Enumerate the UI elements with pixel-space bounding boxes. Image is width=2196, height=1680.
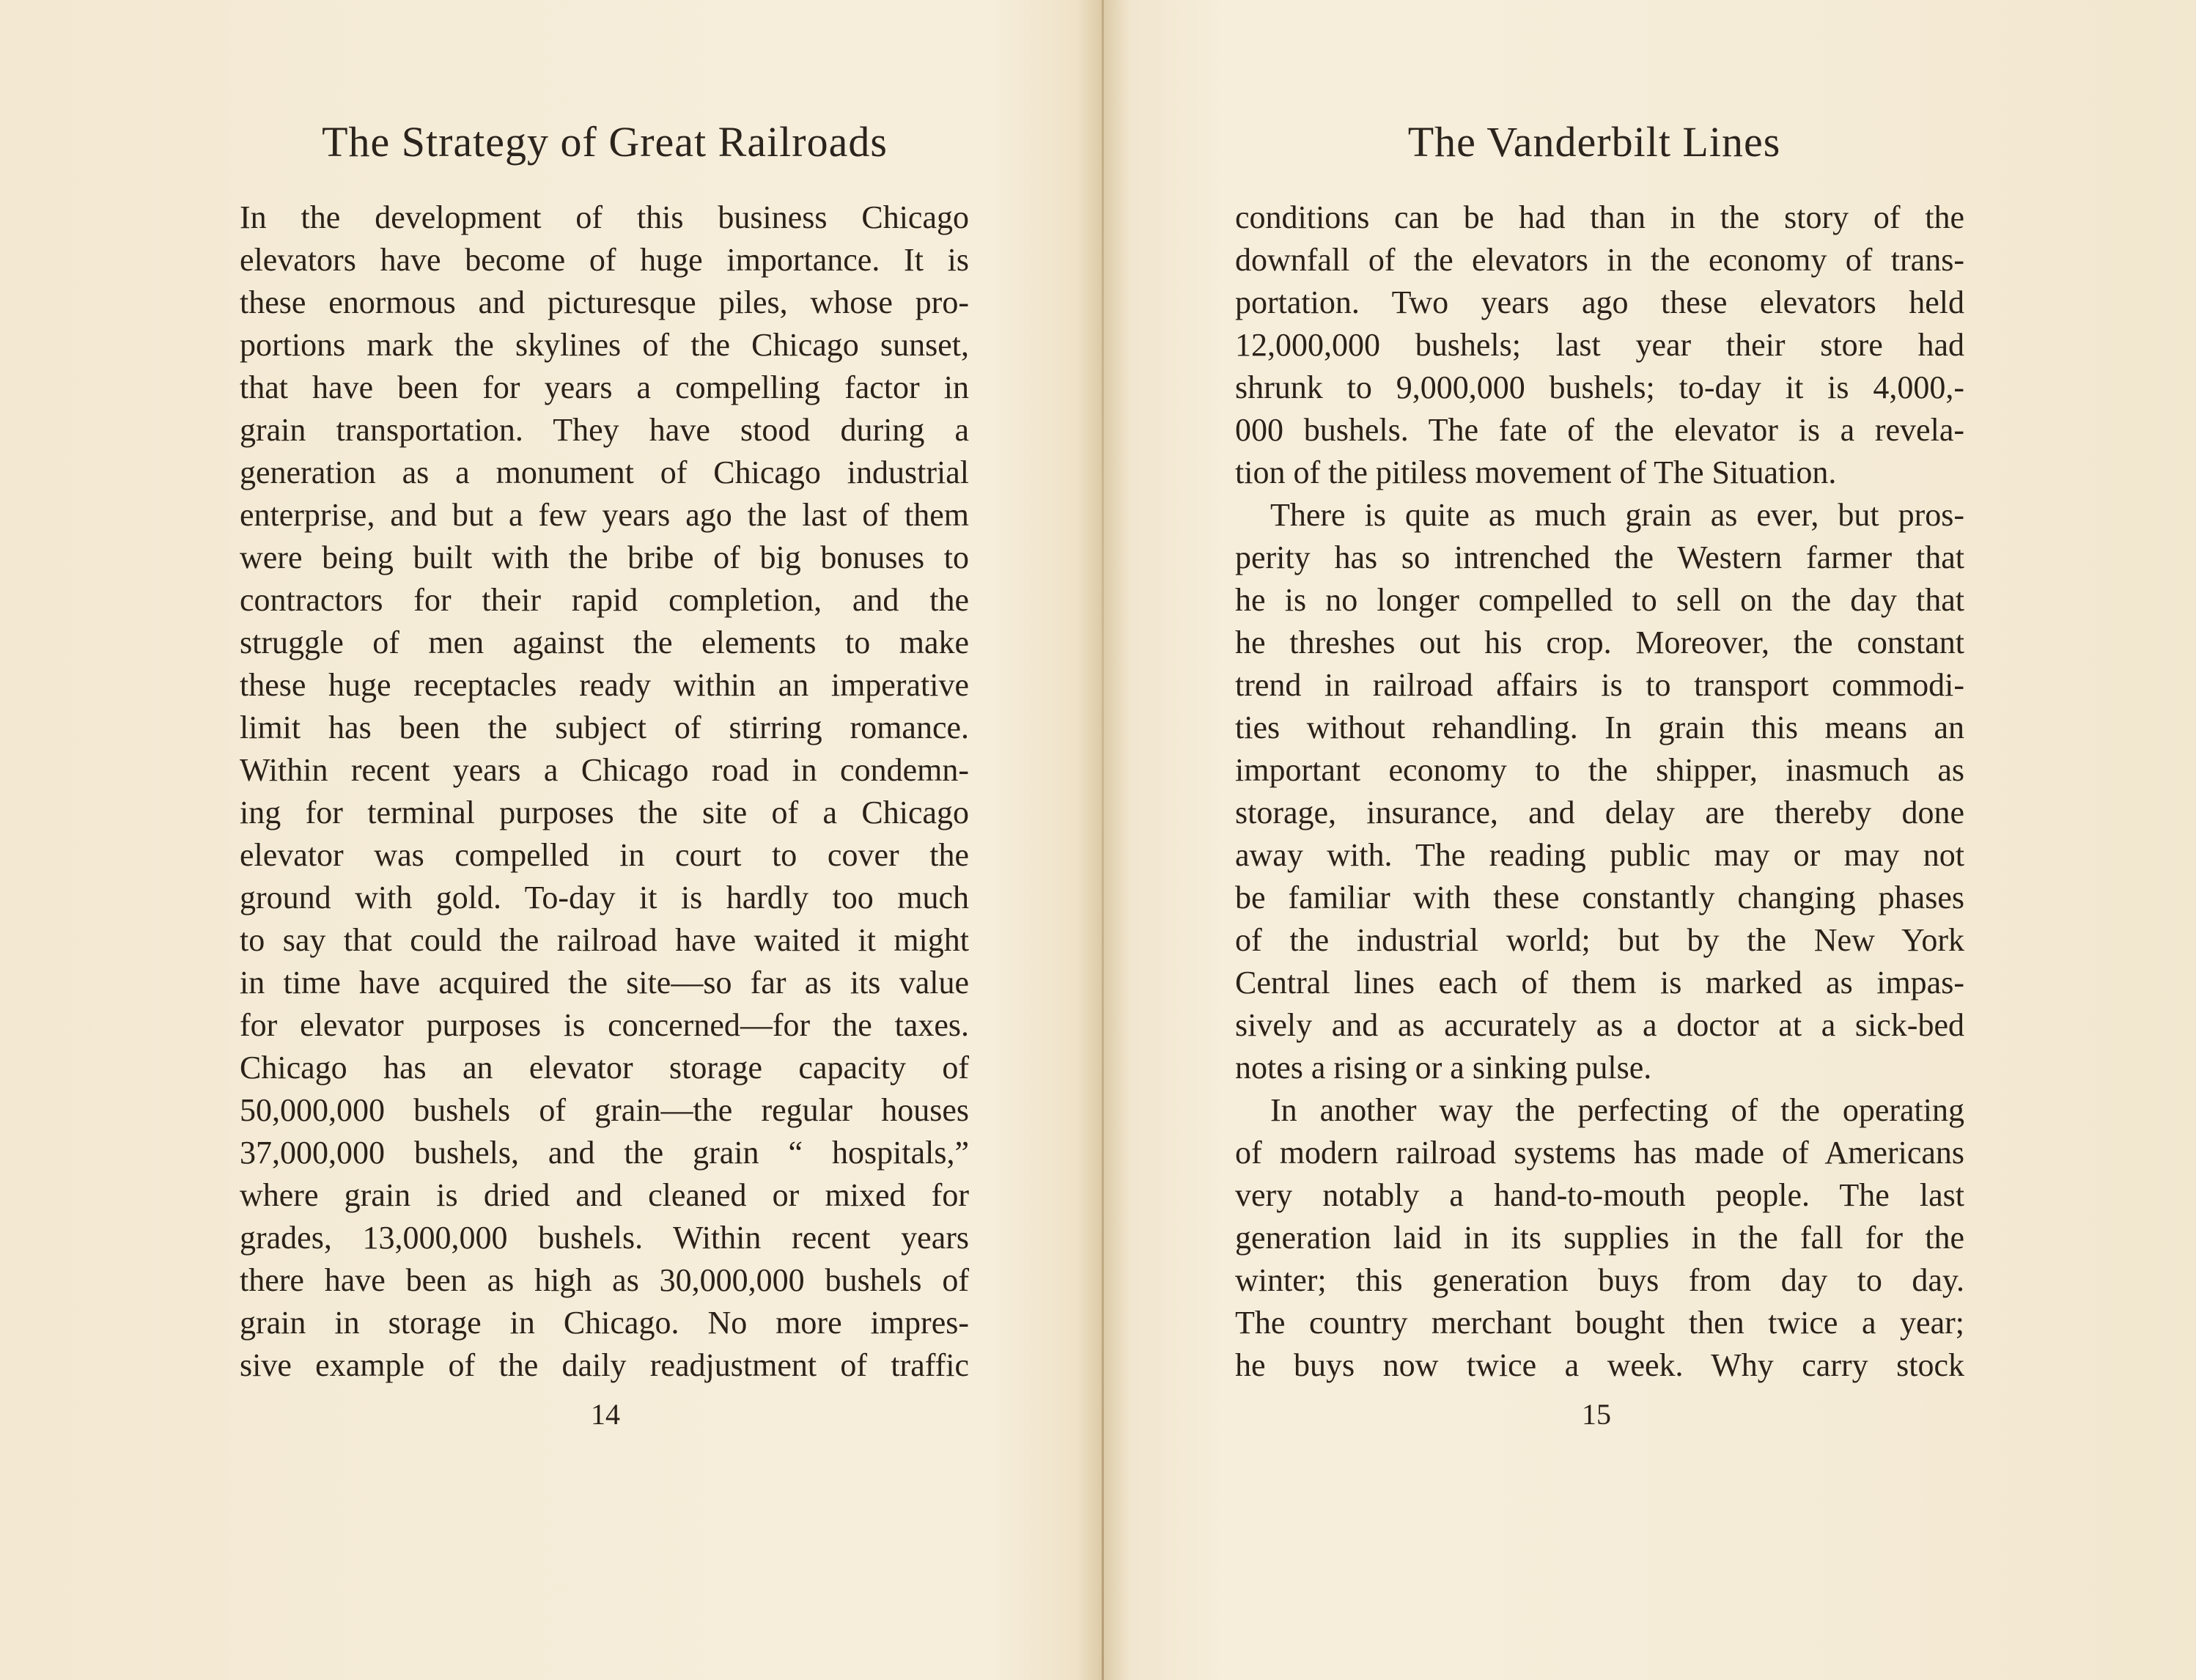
text-line: grain transportation. They have stood during a (240, 412, 969, 448)
text-line: be familiar with these constantly changing phases (1235, 880, 1964, 915)
text-line: conditions can be had than in the story of the (1235, 199, 1964, 235)
text-line: Chicago has an elevator storage capacity of (240, 1050, 969, 1086)
right-page (1107, 0, 2196, 1680)
text-line: enterprise, and but a few years ago the last of them (240, 497, 969, 533)
text-line: these enormous and picturesque piles, whose pro- (240, 284, 969, 320)
text-line: grades, 13,000,000 bushels. Within recent years (240, 1220, 969, 1256)
text-line: shrunk to 9,000,000 bushels; to-day it is 4,000,- (1235, 369, 1964, 405)
text-line: away with. The reading public may or may not (1235, 837, 1964, 873)
text-line: winter; this generation buys from day to day. (1235, 1262, 1964, 1298)
text-line: grain in storage in Chicago. No more impres- (240, 1305, 969, 1341)
text-line: generation as a monument of Chicago industrial (240, 454, 969, 490)
running-head-left: The Strategy of Great Railroads (322, 118, 888, 166)
text-line: he buys now twice a week. Why carry stock (1235, 1347, 1964, 1383)
page-number-right: 15 (1582, 1398, 1611, 1431)
text-line: The country merchant bought then twice a year; (1235, 1305, 1964, 1341)
body-text-right (1235, 196, 1964, 1387)
text-line: Central lines each of them is marked as impas- (1235, 965, 1964, 1001)
text-line: tion of the pitiless movement of The Situation. (1235, 454, 1837, 490)
text-line: 12,000,000 bushels; last year their store had (1235, 327, 1964, 363)
text-line: important economy to the shipper, inasmuch as (1235, 752, 1964, 788)
text-line: there have been as high as 30,000,000 bushels of (240, 1262, 969, 1298)
text-line: 000 bushels. The fate of the elevator is a revela- (1235, 412, 1964, 448)
text-line: in time have acquired the site—so far as its value (240, 965, 969, 1001)
text-line: Within recent years a Chicago road in condemn- (240, 752, 969, 788)
page-number-left: 14 (591, 1398, 620, 1431)
text-line: ground with gold. To-day it is hardly too much (240, 880, 969, 915)
text-line: he threshes out his crop. Moreover, the constant (1235, 625, 1964, 660)
text-line: elevators have become of huge importance. It is (240, 242, 969, 278)
text-line: of modern railroad systems has made of Americans (1235, 1135, 1964, 1171)
text-line: where grain is dried and cleaned or mixed for (240, 1177, 969, 1213)
text-line: of the industrial world; but by the New York (1235, 922, 1964, 958)
text-line: struggle of men against the elements to make (240, 625, 969, 660)
text-line: contractors for their rapid completion, and the (240, 582, 969, 618)
text-line: There is quite as much grain as ever, but pros- (1270, 497, 1964, 533)
text-line: were being built with the bribe of big bonuses to (240, 539, 969, 575)
text-line: to say that could the railroad have waited it might (240, 922, 969, 958)
text-line: trend in railroad affairs is to transport commodi- (1235, 667, 1964, 703)
text-line: portions mark the skylines of the Chicago sunset, (240, 327, 969, 363)
text-line: elevator was compelled in court to cover the (240, 837, 969, 873)
text-line: perity has so intrenched the Western farmer that (1235, 539, 1964, 575)
text-line: ties without rehandling. In grain this means an (1235, 710, 1964, 745)
text-line: generation laid in its supplies in the fall for the (1235, 1220, 1964, 1256)
text-line: he is no longer compelled to sell on the day that (1235, 582, 1964, 618)
book-gutter (1102, 0, 1104, 1680)
text-line: In another way the perfecting of the operating (1270, 1092, 1964, 1128)
text-line: portation. Two years ago these elevators held (1235, 284, 1964, 320)
text-line: for elevator purposes is concerned—for the taxes. (240, 1007, 969, 1043)
text-line: 37,000,000 bushels, and the grain “ hospitals,” (240, 1135, 969, 1171)
text-line: these huge receptacles ready within an imperative (240, 667, 969, 703)
text-line: storage, insurance, and delay are thereby done (1235, 795, 1964, 830)
text-line: sively and as accurately as a doctor at a sick-bed (1235, 1007, 1964, 1043)
body-text-left (240, 196, 969, 1387)
text-line: 50,000,000 bushels of grain—the regular houses (240, 1092, 969, 1128)
text-line: very notably a hand-to-mouth people. The last (1235, 1177, 1964, 1213)
text-line: sive example of the daily readjustment of traffic (240, 1347, 969, 1383)
running-head-right: The Vanderbilt Lines (1407, 118, 1781, 166)
text-line: notes a rising or a sinking pulse. (1235, 1050, 1652, 1086)
text-line: ing for terminal purposes the site of a Chicago (240, 795, 969, 830)
text-line: In the development of this business Chicago (240, 199, 969, 235)
text-line: limit has been the subject of stirring romance. (240, 710, 969, 745)
text-line: that have been for years a compelling factor in (240, 369, 969, 405)
text-line: downfall of the elevators in the economy of trans- (1235, 242, 1964, 278)
